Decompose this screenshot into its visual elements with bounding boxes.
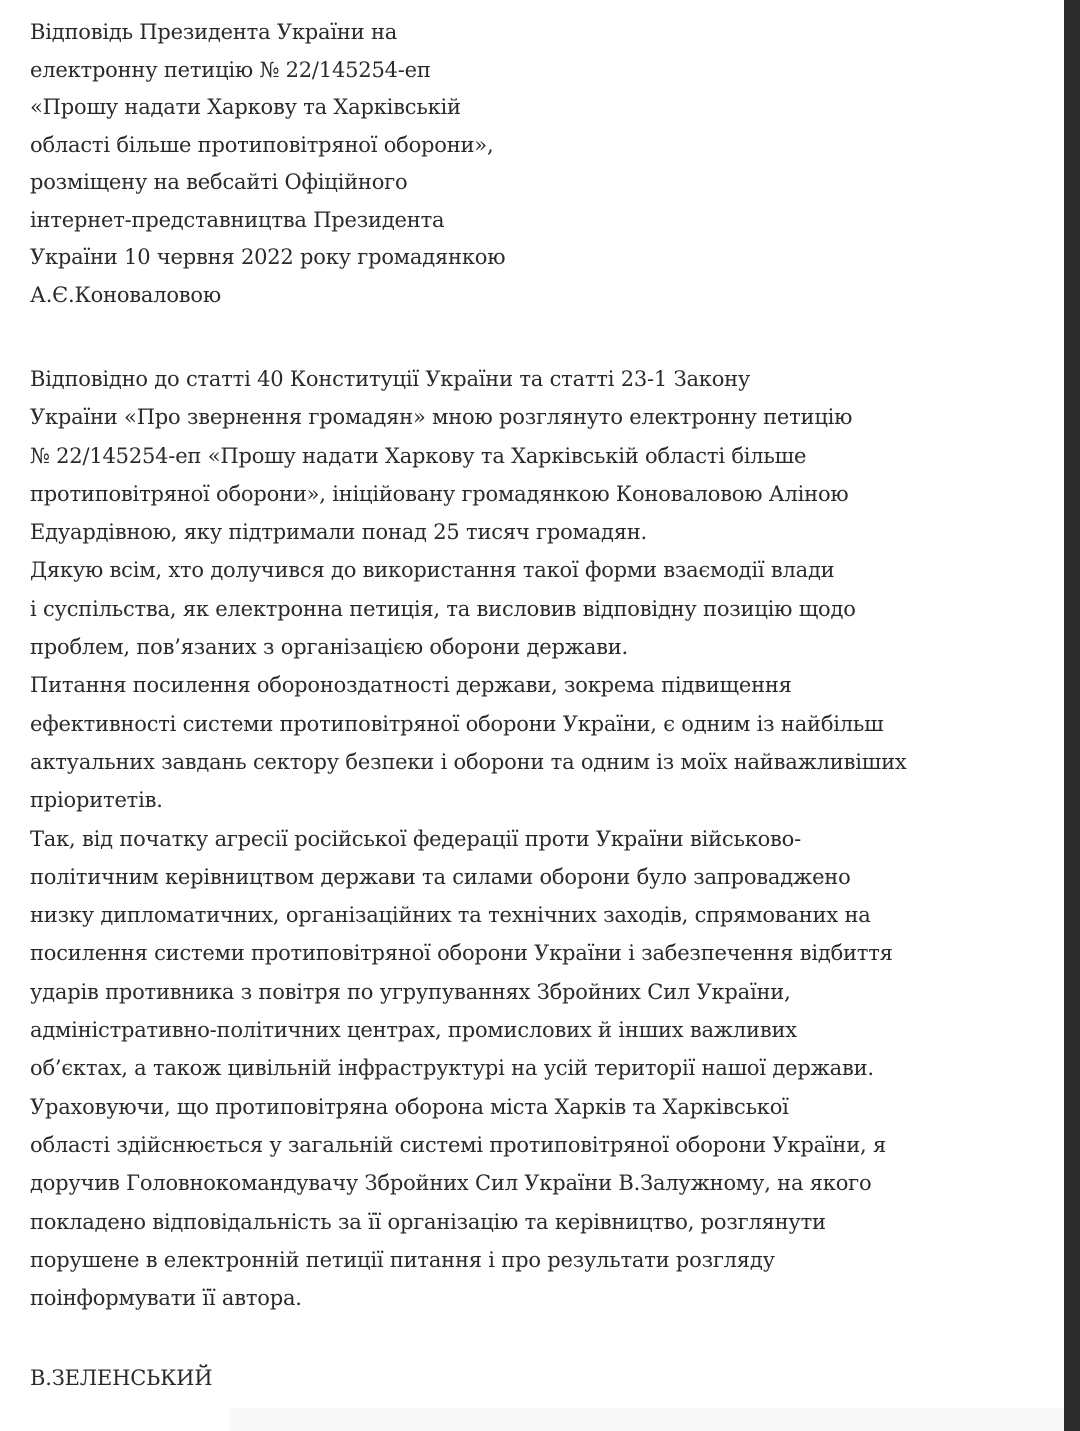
body-line: № 22/145254-еп «Прошу надати Харкову та Харківській області більше: [30, 443, 807, 468]
body-line: політичним керівництвом держави та силами оборони було запроваджено: [30, 864, 851, 889]
document-heading: [30, 14, 730, 314]
body-line: протиповітряної оборони», ініційовану громадянкою Коноваловою Аліною: [30, 481, 849, 506]
body-line: порушене в електронній петиції питання і про результати розгляду: [30, 1247, 775, 1272]
body-line: посилення системи протиповітряної оборони України і забезпечення відбиття: [30, 941, 893, 966]
heading-line: Відповідь Президента України на: [30, 20, 398, 44]
body-line: України «Про звернення громадян» мною розглянуто електронну петицію: [30, 405, 853, 430]
heading-line: розміщену на вебсайті Офіційного: [30, 170, 408, 194]
heading-line: електронну петицію № 22/145254-еп: [30, 57, 431, 82]
body-line: ефективності системи протиповітряної оборони України, є одним із найбільш: [30, 711, 884, 736]
body-line: Дякую всім, хто долучився до використання такої форми взаємодії влади: [30, 558, 835, 583]
right-edge-border: [1064, 0, 1080, 1431]
body-line: ударів противника з повітря по угрупуваннях Збройних Сил України,: [30, 979, 791, 1004]
body-line: проблем, пов’язаних з організацією оборони держави.: [30, 635, 629, 660]
heading-line: області більше протиповітряної оборони»,: [30, 132, 494, 157]
body-line: низку дипломатичних, організаційних та технічних заходів, спрямованих на: [30, 903, 871, 928]
body-line: Відповідно до статті 40 Конституції України та статті 23-1 Закону: [30, 367, 751, 391]
body-line: Ураховуючи, що протиповітряна оборона міста Харків та Харківської: [30, 1094, 789, 1119]
document-body: [30, 360, 1030, 1317]
body-line: області здійснюється у загальній системі протиповітряної оборони України, я: [30, 1132, 886, 1157]
body-line: адміністративно-політичних центрах, промислових й інших важливих: [30, 1018, 797, 1043]
signature: В.ЗЕЛЕНСЬКИЙ: [30, 1366, 213, 1390]
body-line: актуальних завдань сектору безпеки і оборони та одним із моїх найважливіших: [30, 749, 907, 774]
body-line: поінформувати її автора.: [30, 1286, 302, 1311]
heading-line: інтернет-представництва Президента: [30, 207, 445, 232]
body-line: Едуардівною, яку підтримали понад 25 тисяч громадян.: [30, 520, 648, 545]
bottom-fade: [230, 1408, 1064, 1431]
body-line: і суспільства, як електронна петиція, та висловив відповідну позицію щодо: [30, 596, 856, 621]
heading-line: А.Є.Коноваловою: [30, 282, 221, 307]
heading-line: України 10 червня 2022 року громадянкою: [30, 245, 506, 269]
body-line: пріоритетів.: [30, 788, 163, 813]
body-line: об’єктах, а також цивільній інфраструктурі на усій території нашої держави.: [30, 1056, 874, 1081]
body-line: Питання посилення обороноздатності держави, зокрема підвищення: [30, 673, 792, 698]
body-line: Так, від початку агресії російської федерації проти України військово-: [30, 826, 802, 851]
body-line: доручив Головнокомандувачу Збройних Сил України В.Залужному, на якого: [30, 1171, 872, 1196]
heading-line: «Прошу надати Харкову та Харківській: [30, 95, 461, 119]
body-line: покладено відповідальність за її організацію та керівництво, розглянути: [30, 1209, 826, 1234]
